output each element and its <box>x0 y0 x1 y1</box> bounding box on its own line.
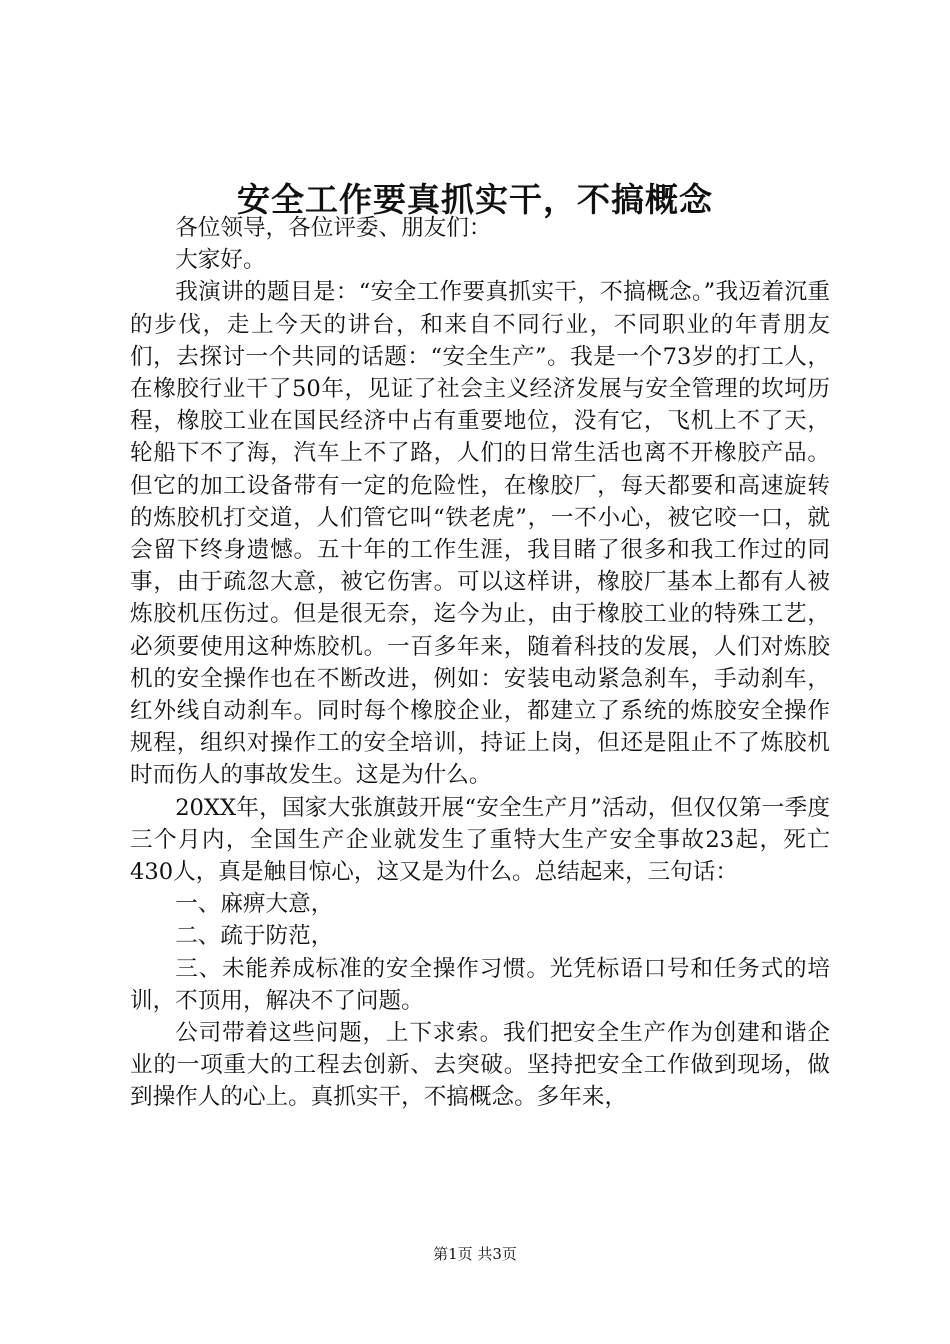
paragraph-point-three: 三、未能养成标准的安全操作习惯。光凭标语口号和任务式的培训，不顶用，解决不了问题。 <box>130 955 830 1014</box>
paragraph-greeting: 各位领导，各位评委、朋友们： <box>175 215 492 241</box>
document-body <box>130 212 830 1114</box>
document-title: 安全工作要真抓实干，不搞概念 <box>237 180 713 219</box>
paragraph-accident-stats: 20XX年，国家大张旗鼓开展“安全生产月”活动，但仅仅第一季度三个月内，全国生产企业就发生了重特大生产安全事故23起，死亡430人，真是触目惊心，这又是为什么。总结起来，三句话： <box>130 794 830 886</box>
paragraph-point-two: 二、疏于防范， <box>175 923 334 950</box>
paragraph-point-one: 一、麻痹大意， <box>175 891 334 918</box>
paragraph-company-response: 公司带着这些问题，上下求索。我们把安全生产作为创建和谐企业的一项重大的工程去创新、去突破。坚持把安全工作做到现场，做到操作人的心上。真抓实干，不搞概念。多年来， <box>130 1020 830 1111</box>
paragraph-speech-intro: 我演讲的题目是：“安全工作要真抓实干，不搞概念。”我迈着沉重的步伐，走上今天的讲台，和来自不同行业，不同职业的年青朋友们，去探讨一个共同的话题：“安全生产”。我是一个73岁的打工人，在橡胶行业干了50年，见证了社会主义经济发展与安全管理的坎坷历程，橡胶工业在国民经济中占有重要地位，没有它，飞机上不了天，轮船下不了海，汽车上不了路，人们的日常生活也离不开橡胶产品。但它的加工设备带有一定的危险性，在橡胶厂，每天都要和高速旋转的炼胶机打交道，人们管它叫“铁老虎”，一不小心，被它咬一口，就会留下终身遗憾。五十年的工作生涯，我目睹了很多和我工作过的同事，由于疏忽大意，被它伤害。可以这样讲，橡胶厂基本上都有人被炼胶机压伤过。但是很无奈，迄今为止，由于橡胶工业的特殊工艺，必须要使用这种炼胶机。一百多年来，随着科技的发展，人们对炼胶机的安全操作也在不断改进，例如：安装电动紧急刹车，手动刹车，红外线自动刹车。同时每个橡胶企业，都建立了系统的炼胶安全操作规程，组织对操作工的安全培训，持证上岗，但还是阻止不了炼胶机时而伤人的事故发生。这是为什么。 <box>130 279 830 789</box>
page-footer: 第1页 共3页 <box>433 1245 517 1263</box>
paragraph-hello: 大家好。 <box>175 247 266 274</box>
